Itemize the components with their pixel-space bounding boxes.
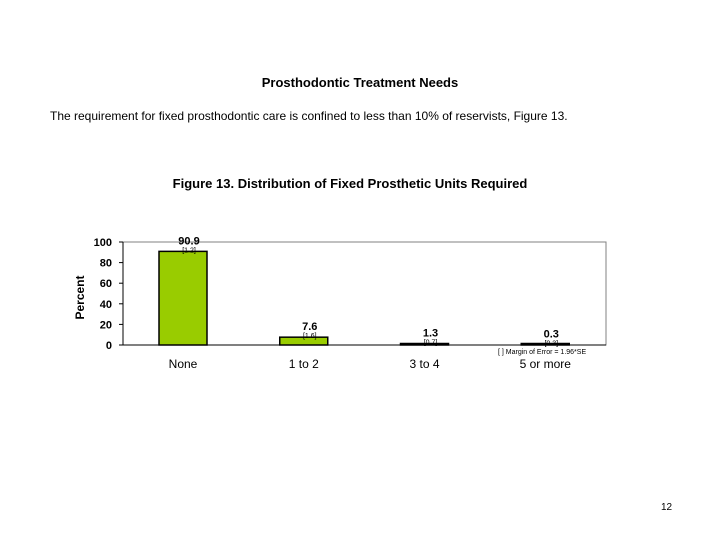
error-label: [1.2] [182, 247, 196, 255]
y-axis-label: Percent [73, 275, 87, 320]
x-tick-label: 5 or more [519, 357, 571, 371]
y-tick-label: 100 [93, 237, 112, 249]
page-number: 12 [661, 502, 673, 513]
intro-text: The requirement for fixed prosthodontic care is confined to less than 10% of reservists, Figure 13. [50, 109, 568, 123]
data-label: 90.9 [178, 235, 200, 248]
page-heading: Prosthodontic Treatment Needs [261, 75, 459, 90]
y-tick-label: 0 [105, 340, 112, 352]
y-tick-label: 80 [99, 257, 112, 270]
x-tick-label: None [168, 357, 198, 371]
error-label: [0.3] [544, 340, 559, 348]
y-tick-label: 20 [99, 319, 112, 332]
data-label: 7.6 [302, 321, 318, 334]
figure-title: Figure 13. Distribution of Fixed Prosthetic Units Required [172, 176, 528, 191]
data-label: 1.3 [422, 327, 439, 340]
data-label: 0.3 [543, 328, 559, 341]
error-label: [1.6] [302, 333, 317, 341]
x-tick-label: 3 to 4 [409, 357, 440, 371]
x-tick-label: 1 to 2 [288, 357, 319, 371]
bar [159, 251, 207, 345]
error-footnote: [ ] Margin of Error = 1.96*SE [498, 349, 587, 356]
error-label: [0.7] [423, 339, 438, 347]
y-tick-label: 60 [99, 278, 112, 291]
y-tick-label: 40 [99, 298, 112, 311]
